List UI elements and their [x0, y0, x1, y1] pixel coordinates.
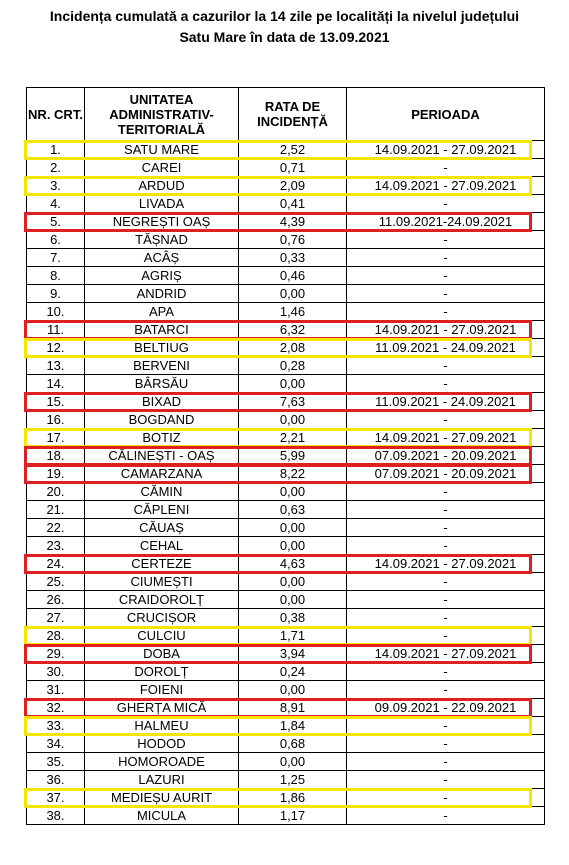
table-row — [27, 465, 545, 483]
row-locality: CAREI — [85, 159, 239, 177]
row-period: 14.09.2021 - 27.09.2021 — [347, 321, 545, 339]
row-rate: 4,39 — [239, 213, 347, 231]
table-row — [27, 519, 545, 537]
header-uat: UNITATEA ADMINISTRATIV-TERITORIALĂ — [85, 88, 239, 141]
row-locality: AGRIȘ — [85, 267, 239, 285]
row-period: 14.09.2021 - 27.09.2021 — [347, 141, 545, 159]
row-rate: 0,41 — [239, 195, 347, 213]
row-period: - — [347, 771, 545, 789]
row-period: - — [347, 231, 545, 249]
row-rate: 0,00 — [239, 537, 347, 555]
row-locality: APA — [85, 303, 239, 321]
row-period: - — [347, 609, 545, 627]
row-period: 11.09.2021 - 24.09.2021 — [347, 393, 545, 411]
row-number: 10. — [27, 303, 85, 321]
row-period: - — [347, 285, 545, 303]
row-locality: DOROLȚ — [85, 663, 239, 681]
row-number: 20. — [27, 483, 85, 501]
row-locality: BOGDAND — [85, 411, 239, 429]
table-row — [27, 681, 545, 699]
table-row — [27, 609, 545, 627]
row-locality: BERVENI — [85, 357, 239, 375]
row-number: 15. — [27, 393, 85, 411]
table-row — [27, 771, 545, 789]
row-period: - — [347, 357, 545, 375]
row-number: 21. — [27, 501, 85, 519]
row-locality: HALMEU — [85, 717, 239, 735]
row-rate: 3,94 — [239, 645, 347, 663]
table-row — [27, 159, 545, 177]
row-locality: MEDIEȘU AURIT — [85, 789, 239, 807]
row-locality: ACÂȘ — [85, 249, 239, 267]
incidence-table — [26, 87, 545, 825]
row-period: 07.09.2021 - 20.09.2021 — [347, 465, 545, 483]
row-number: 29. — [27, 645, 85, 663]
row-rate: 0,00 — [239, 411, 347, 429]
row-rate: 0,24 — [239, 663, 347, 681]
row-number: 32. — [27, 699, 85, 717]
row-period: - — [347, 807, 545, 825]
row-locality: BÂRSĂU — [85, 375, 239, 393]
row-locality: SATU MARE — [85, 141, 239, 159]
table-row — [27, 285, 545, 303]
table-row — [27, 483, 545, 501]
row-period: - — [347, 663, 545, 681]
row-period: - — [347, 717, 545, 735]
table-row — [27, 141, 545, 159]
row-number: 31. — [27, 681, 85, 699]
row-rate: 6,32 — [239, 321, 347, 339]
row-period: - — [347, 159, 545, 177]
row-number: 11. — [27, 321, 85, 339]
row-rate: 0,00 — [239, 591, 347, 609]
table-row — [27, 375, 545, 393]
row-number: 16. — [27, 411, 85, 429]
row-locality: CULCIU — [85, 627, 239, 645]
row-number: 18. — [27, 447, 85, 465]
table-row — [27, 231, 545, 249]
row-rate: 0,33 — [239, 249, 347, 267]
row-locality: CĂPLENI — [85, 501, 239, 519]
row-rate: 0,00 — [239, 753, 347, 771]
row-period: 09.09.2021 - 22.09.2021 — [347, 699, 545, 717]
row-period: 14.09.2021 - 27.09.2021 — [347, 555, 545, 573]
row-rate: 0,00 — [239, 375, 347, 393]
row-rate: 0,00 — [239, 573, 347, 591]
row-locality: BIXAD — [85, 393, 239, 411]
row-number: 28. — [27, 627, 85, 645]
table-row — [27, 537, 545, 555]
row-locality: CĂMIN — [85, 483, 239, 501]
row-number: 24. — [27, 555, 85, 573]
row-period: - — [347, 303, 545, 321]
row-period: - — [347, 519, 545, 537]
row-locality: CRAIDOROLȚ — [85, 591, 239, 609]
row-rate: 8,91 — [239, 699, 347, 717]
row-number: 30. — [27, 663, 85, 681]
row-locality: HODOD — [85, 735, 239, 753]
document-title — [0, 6, 569, 48]
row-rate: 0,71 — [239, 159, 347, 177]
row-locality: CIUMEȘTI — [85, 573, 239, 591]
table-row — [27, 645, 545, 663]
table-row — [27, 177, 545, 195]
row-rate: 2,09 — [239, 177, 347, 195]
table-row — [27, 429, 545, 447]
table-row — [27, 411, 545, 429]
row-locality: ARDUD — [85, 177, 239, 195]
row-rate: 0,00 — [239, 285, 347, 303]
row-rate: 2,08 — [239, 339, 347, 357]
header-nr: NR. CRT. — [27, 88, 85, 141]
row-period: - — [347, 591, 545, 609]
row-period: 07.09.2021 - 20.09.2021 — [347, 447, 545, 465]
table-row — [27, 717, 545, 735]
row-locality: TĂȘNAD — [85, 231, 239, 249]
row-locality: CĂUAȘ — [85, 519, 239, 537]
table-row — [27, 501, 545, 519]
row-period: - — [347, 627, 545, 645]
row-number: 26. — [27, 591, 85, 609]
row-number: 3. — [27, 177, 85, 195]
table-row — [27, 807, 545, 825]
row-locality: BELTIUG — [85, 339, 239, 357]
row-period: - — [347, 501, 545, 519]
table-row — [27, 213, 545, 231]
row-rate: 2,21 — [239, 429, 347, 447]
row-rate: 0,46 — [239, 267, 347, 285]
table-row — [27, 195, 545, 213]
title-line-1: Incidența cumulată a cazurilor la 14 zile pe localități la nivelul județului — [49, 8, 520, 24]
row-number: 1. — [27, 141, 85, 159]
row-number: 36. — [27, 771, 85, 789]
row-number: 14. — [27, 375, 85, 393]
table-row — [27, 447, 545, 465]
row-period: - — [347, 483, 545, 501]
incidence-table-wrapper — [26, 87, 544, 825]
row-rate: 0,63 — [239, 501, 347, 519]
row-period: - — [347, 267, 545, 285]
row-period: - — [347, 537, 545, 555]
table-row — [27, 591, 545, 609]
row-number: 12. — [27, 339, 85, 357]
row-number: 19. — [27, 465, 85, 483]
row-number: 35. — [27, 753, 85, 771]
row-locality: LAZURI — [85, 771, 239, 789]
row-locality: BOTIZ — [85, 429, 239, 447]
row-period: 14.09.2021 - 27.09.2021 — [347, 429, 545, 447]
row-number: 22. — [27, 519, 85, 537]
row-rate: 1,46 — [239, 303, 347, 321]
table-body — [27, 141, 545, 825]
row-locality: LIVADA — [85, 195, 239, 213]
table-row — [27, 267, 545, 285]
row-period: - — [347, 411, 545, 429]
row-rate: 0,00 — [239, 519, 347, 537]
row-number: 27. — [27, 609, 85, 627]
row-number: 34. — [27, 735, 85, 753]
row-rate: 1,84 — [239, 717, 347, 735]
row-number: 37. — [27, 789, 85, 807]
row-rate: 5,99 — [239, 447, 347, 465]
row-rate: 0,68 — [239, 735, 347, 753]
table-row — [27, 555, 545, 573]
row-number: 33. — [27, 717, 85, 735]
header-rate: RATA DE INCIDENȚĂ — [239, 88, 347, 141]
row-rate: 4,63 — [239, 555, 347, 573]
table-row — [27, 735, 545, 753]
row-locality: CERTEZE — [85, 555, 239, 573]
table-header-row — [27, 88, 545, 141]
table-row — [27, 663, 545, 681]
row-number: 8. — [27, 267, 85, 285]
row-number: 17. — [27, 429, 85, 447]
row-number: 25. — [27, 573, 85, 591]
row-number: 38. — [27, 807, 85, 825]
row-period: 14.09.2021 - 27.09.2021 — [347, 177, 545, 195]
row-period: 11.09.2021-24.09.2021 — [347, 213, 545, 231]
row-period: - — [347, 195, 545, 213]
row-rate: 1,86 — [239, 789, 347, 807]
row-locality: CEHAL — [85, 537, 239, 555]
table-row — [27, 627, 545, 645]
row-rate: 1,25 — [239, 771, 347, 789]
row-rate: 1,17 — [239, 807, 347, 825]
row-locality: DOBA — [85, 645, 239, 663]
row-rate: 7,63 — [239, 393, 347, 411]
table-row — [27, 699, 545, 717]
row-period: 11.09.2021 - 24.09.2021 — [347, 339, 545, 357]
row-rate: 0,28 — [239, 357, 347, 375]
row-locality: BATARCI — [85, 321, 239, 339]
row-locality: MICULA — [85, 807, 239, 825]
table-row — [27, 321, 545, 339]
row-locality: HOMOROADE — [85, 753, 239, 771]
row-rate: 0,00 — [239, 681, 347, 699]
table-row — [27, 249, 545, 267]
row-rate: 0,00 — [239, 483, 347, 501]
table-row — [27, 339, 545, 357]
table-row — [27, 789, 545, 807]
row-locality: CRUCIȘOR — [85, 609, 239, 627]
row-locality: FOIENI — [85, 681, 239, 699]
title-line-2: Satu Mare în data de 13.09.2021 — [179, 29, 390, 45]
row-number: 6. — [27, 231, 85, 249]
row-number: 5. — [27, 213, 85, 231]
table-row — [27, 573, 545, 591]
row-period: - — [347, 375, 545, 393]
header-period: PERIOADA — [347, 88, 545, 141]
table-row — [27, 303, 545, 321]
row-rate: 0,38 — [239, 609, 347, 627]
row-locality: ANDRID — [85, 285, 239, 303]
row-locality: GHERȚA MICĂ — [85, 699, 239, 717]
row-locality: CĂLINEȘTI - OAȘ — [85, 447, 239, 465]
row-period: - — [347, 753, 545, 771]
row-number: 4. — [27, 195, 85, 213]
row-number: 13. — [27, 357, 85, 375]
row-rate: 2,52 — [239, 141, 347, 159]
row-period: - — [347, 735, 545, 753]
table-row — [27, 357, 545, 375]
row-period: - — [347, 789, 545, 807]
row-rate: 1,71 — [239, 627, 347, 645]
row-number: 23. — [27, 537, 85, 555]
row-rate: 8,22 — [239, 465, 347, 483]
row-number: 9. — [27, 285, 85, 303]
row-period: - — [347, 681, 545, 699]
table-row — [27, 753, 545, 771]
row-number: 7. — [27, 249, 85, 267]
row-period: - — [347, 249, 545, 267]
row-locality: CAMARZANA — [85, 465, 239, 483]
table-row — [27, 393, 545, 411]
row-locality: NEGREȘTI OAȘ — [85, 213, 239, 231]
row-rate: 0,76 — [239, 231, 347, 249]
row-period: - — [347, 573, 545, 591]
row-number: 2. — [27, 159, 85, 177]
row-period: 14.09.2021 - 27.09.2021 — [347, 645, 545, 663]
